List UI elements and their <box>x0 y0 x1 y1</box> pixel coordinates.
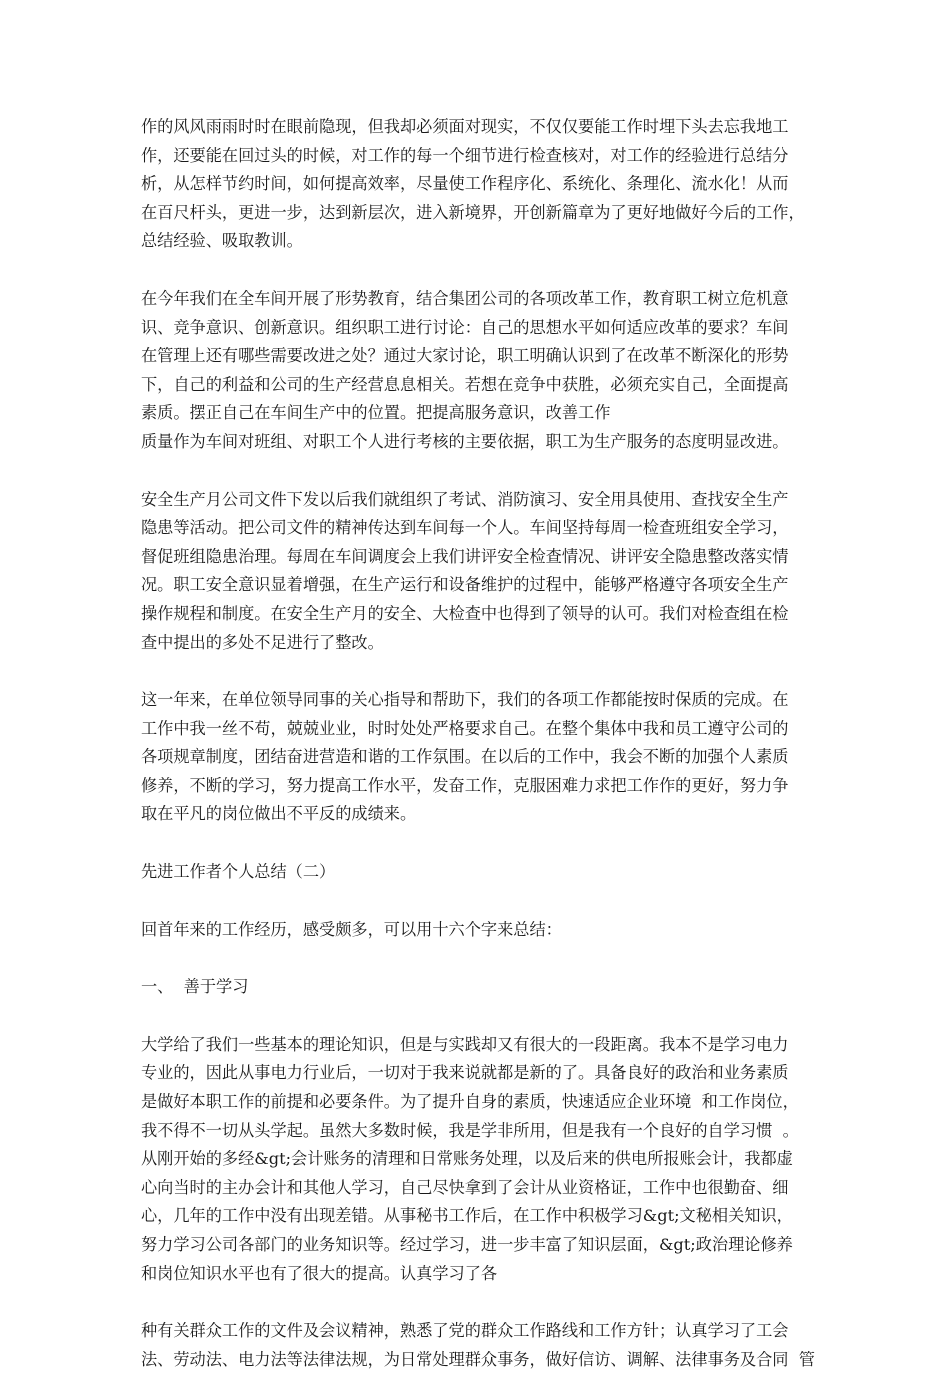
paragraph-gap <box>141 944 816 973</box>
section-title: 先进工作者个人总结（二） <box>141 862 336 882</box>
text-line: 作，还要能在回过头的时候，对工作的每一个细节进行检查核对，对工作的经验进行总结分 <box>141 145 789 165</box>
paragraph-gap <box>141 457 816 486</box>
paragraph-gap <box>141 657 816 686</box>
paragraph-3 <box>141 486 816 658</box>
text-line: 识、竞争意识、创新意识。组织职工进行讨论：自己的思想水平如何适应改革的要求？车间 <box>141 317 789 337</box>
text-line: 努力学习公司各部门的业务知识等。经过学习，进一步丰富了知识层面，&gt;政治理论修养 <box>141 1235 793 1254</box>
text-line: 督促班组隐患治理。每周在车间调度会上我们讲评安全检查情况、讲评安全隐患整改落实情 <box>141 546 789 566</box>
paragraph-6 <box>141 1031 816 1288</box>
paragraph-gap <box>141 1288 816 1317</box>
paragraph-4 <box>141 686 816 829</box>
text-line: 在管理上还有哪些需要改进之处？通过大家讨论，职工明确认识到了在改革不断深化的形势 <box>141 346 789 366</box>
text-line: 析，从怎样节约时间，如何提高效率，尽量使工作程序化、系统化、条理化、流水化！从而 <box>141 174 789 194</box>
intro-line: 回首年来的工作经历，感受颇多，可以用十六个字来总结： <box>141 919 562 939</box>
text-line: 我不得不一切从头学起。虽然大多数时候，我是学非所用，但是我有一个良好的自学习惯 。 <box>141 1120 799 1140</box>
text-line: 隐患等活动。把公司文件的精神传达到车间每一个人。车间坚持每周一检查班组安全学习， <box>141 518 789 538</box>
paragraph-7 <box>141 1317 816 1374</box>
text-line: 修养，不断的学习，努力提高工作水平，发奋工作，克服困难力求把工作作的更好，努力争 <box>141 775 789 795</box>
text-line: 各项规章制度，团结奋进营造和谐的工作氛围。在以后的工作中，我会不断的加强个人素质 <box>141 747 789 767</box>
text-line: 大学给了我们一些基本的理论知识，但是与实践却又有很大的一段距离。我本不是学习电力 <box>141 1034 789 1054</box>
text-line: 在今年我们在全车间开展了形势教育，结合集团公司的各项改革工作，教育职工树立危机意 <box>141 288 789 308</box>
paragraph-2 <box>141 285 816 457</box>
paragraph-gap <box>141 256 816 285</box>
text-line: 操作规程和制度。在安全生产月的安全、大检查中也得到了领导的认可。我们对检查组在检 <box>141 603 789 623</box>
text-line: 和岗位知识水平也有了很大的提高。认真学习了各 <box>141 1263 498 1283</box>
text-line: 心向当时的主办会计和其他人学习，自己尽快拿到了会计从业资格证，工作中也很勤奋、细 <box>141 1177 789 1197</box>
text-line: 质量作为车间对班组、对职工个人进行考核的主要依据，职工为生产服务的态度明显改进。 <box>141 431 789 451</box>
text-line: 心，几年的工作中没有出现差错。从事秘书工作后，在工作中积极学习&gt;文秘相关知识， <box>141 1206 793 1226</box>
paragraph-gap <box>141 829 816 858</box>
subsection-heading: 一、 善于学习 <box>141 977 249 997</box>
text-line: 是做好本职工作的前提和必要条件。为了提升自身的素质，快速适应企业环境 和工作岗位， <box>141 1092 799 1112</box>
paragraph-gap <box>141 887 816 916</box>
text-line: 总结经验、吸取教训。 <box>141 231 303 251</box>
text-line: 从刚开始的多经&gt;会计账务的清理和日常账务处理，以及后来的供电所报账会计，我都虚 <box>141 1149 793 1169</box>
text-line: 查中提出的多处不足进行了整改。 <box>141 632 384 652</box>
text-line: 作的风风雨雨时时在眼前隐现，但我却必须面对现实，不仅仅要能工作时埋下头去忘我地工 <box>141 117 789 136</box>
text-line: 种有关群众工作的文件及会议精神，熟悉了党的群众工作路线和工作方针；认真学习了工会 <box>141 1321 789 1341</box>
paragraph-1 <box>141 113 816 256</box>
text-line: 况。职工安全意识显着增强，在生产运行和设备维护的过程中，能够严格遵守各项安全生产 <box>141 575 789 595</box>
paragraph-gap <box>141 1002 816 1031</box>
text-line: 在百尺杆头，更进一步，达到新层次，进入新境界，开创新篇章为了更好地做好今后的工作， <box>141 202 805 222</box>
text-line: 素质。摆正自己在车间生产中的位置。把提高服务意识，改善工作 <box>141 403 611 423</box>
text-line: 下，自己的利益和公司的生产经营息息相关。若想在竞争中获胜，必须充实自己，全面提高 <box>141 374 789 394</box>
text-line: 专业的，因此从事电力行业后，一切对于我来说就都是新的了。具备良好的政治和业务素质 <box>141 1063 789 1083</box>
text-line: 这一年来，在单位领导同事的关心指导和帮助下，我们的各项工作都能按时保质的完成。在 <box>141 690 789 710</box>
text-line: 法、劳动法、电力法等法律法规，为日常处理群众事务，做好信访、调解、法律事务及合同 管 <box>141 1349 815 1369</box>
text-line: 安全生产月公司文件下发以后我们就组织了考试、消防演习、安全用具使用、查找安全生产 <box>141 489 789 509</box>
document-page <box>141 113 816 1374</box>
text-line: 工作中我一丝不苟，兢兢业业，时时处处严格要求自己。在整个集体中我和员工遵守公司的 <box>141 718 789 738</box>
text-line: 取在平凡的岗位做出不平反的成绩来。 <box>141 804 417 824</box>
